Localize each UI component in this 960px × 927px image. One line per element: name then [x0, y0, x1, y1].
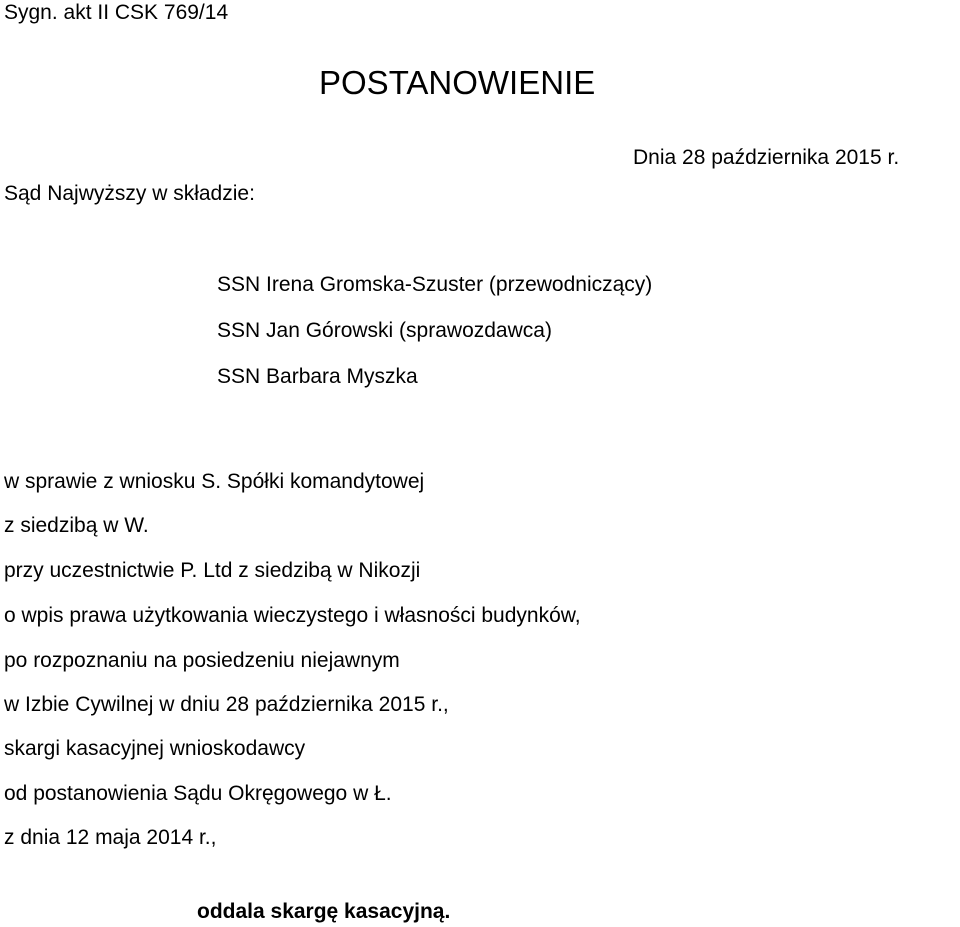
ruling-text: oddala skargę kasacyjną.: [197, 900, 451, 923]
ruling-date: Dnia 28 października 2015 r.: [633, 146, 900, 169]
case-line-seat: z siedzibą w W.: [4, 514, 149, 537]
case-line-lower-court: od postanowienia Sądu Okręgowego w Ł.: [4, 782, 392, 805]
case-line-chamber-date: w Izbie Cywilnej w dniu 28 października 2015 r.,: [4, 693, 449, 716]
case-line-participant: przy uczestnictwie P. Ltd z siedzibą w Nikozji: [4, 559, 421, 582]
case-line-applicant: w sprawie z wniosku S. Spółki komandytowej: [4, 470, 425, 493]
case-line-lower-court-date: z dnia 12 maja 2014 r.,: [4, 826, 217, 849]
judge-presiding: SSN Irena Gromska-Szuster (przewodniczący): [217, 273, 653, 296]
document-title: POSTANOWIENIE: [319, 64, 596, 101]
judge-rapporteur: SSN Jan Górowski (sprawozdawca): [217, 319, 552, 342]
judge-member: SSN Barbara Myszka: [217, 365, 418, 388]
court-composition-label: Sąd Najwyższy w składzie:: [4, 182, 255, 205]
case-line-hearing: po rozpoznaniu na posiedzeniu niejawnym: [4, 649, 400, 672]
case-line-subject: o wpis prawa użytkowania wieczystego i własności budynków,: [4, 604, 581, 627]
case-line-appeal: skargi kasacyjnej wnioskodawcy: [4, 737, 306, 760]
case-signature: Sygn. akt II CSK 769/14: [4, 1, 229, 24]
